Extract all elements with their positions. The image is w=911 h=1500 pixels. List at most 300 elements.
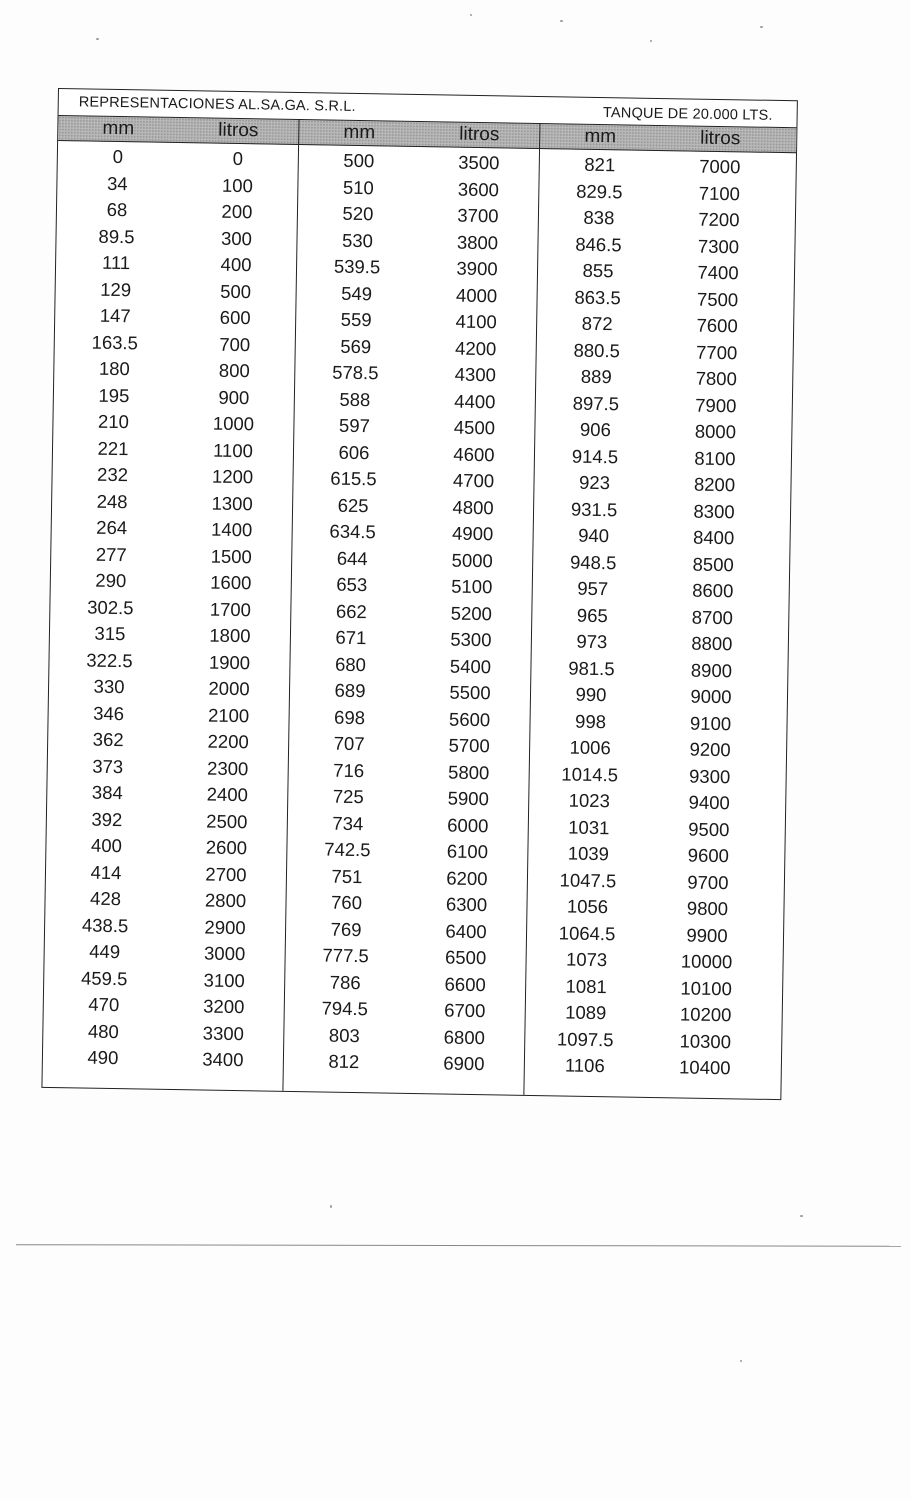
mm-value: 803 <box>328 1024 360 1046</box>
table-row <box>298 174 538 204</box>
litros-value: 8900 <box>690 659 733 681</box>
mm-value: 315 <box>94 622 126 645</box>
litros-value: 1700 <box>209 598 252 620</box>
table-row <box>526 946 766 976</box>
mm-value: 981.5 <box>568 657 615 679</box>
mm-value: 597 <box>338 414 371 437</box>
litros-value: 6000 <box>447 814 489 836</box>
litros-value: 100 <box>221 174 254 196</box>
table-row <box>537 283 777 313</box>
table-row <box>293 491 533 521</box>
table-row <box>296 332 536 362</box>
scan-speck <box>800 1215 803 1217</box>
mm-value: 221 <box>97 437 129 459</box>
company-name: REPRESENTACIONES AL.SA.GA. S.R.L. <box>78 94 356 115</box>
litros-value: 4100 <box>455 310 497 333</box>
litros-value: 2800 <box>204 889 247 912</box>
mm-value: 500 <box>343 149 375 172</box>
table-row <box>292 518 532 548</box>
tank-calibration-table <box>41 88 797 1100</box>
mm-value: 821 <box>584 153 616 176</box>
table-row <box>54 355 294 385</box>
mm-value: 89.5 <box>98 225 135 247</box>
litros-value: 3000 <box>203 942 246 965</box>
litros-value: 5300 <box>450 628 492 651</box>
mm-value: 210 <box>97 410 130 433</box>
mm-value: 588 <box>339 388 371 410</box>
mm-value: 751 <box>331 865 363 887</box>
litros-value: 8100 <box>694 447 736 469</box>
litros-value: 600 <box>219 306 251 329</box>
tank-capacity-label: TANQUE DE 20.000 LTS. <box>602 105 773 124</box>
table-row <box>527 893 767 923</box>
litros-value: 3200 <box>203 995 245 1018</box>
table-row <box>289 703 529 733</box>
table-row <box>536 363 776 393</box>
table-row <box>47 779 287 809</box>
table-row <box>287 836 527 866</box>
mm-value: 510 <box>342 176 375 198</box>
mm-value: 931.5 <box>570 498 618 520</box>
mm-value: 777.5 <box>322 944 369 967</box>
table-row <box>50 620 290 650</box>
table-row <box>49 646 289 676</box>
litros-value: 7000 <box>699 155 741 178</box>
mm-value: 606 <box>338 441 370 463</box>
litros-value: 4600 <box>453 443 495 465</box>
table-row <box>532 601 772 631</box>
table-row <box>50 593 290 623</box>
litros-value: 9300 <box>688 765 731 787</box>
litros-value: 3800 <box>456 231 499 253</box>
litros-value: 8500 <box>692 553 734 575</box>
table-row <box>295 385 535 415</box>
table-row <box>285 968 525 998</box>
mm-value: 698 <box>334 706 366 728</box>
table-row <box>526 999 766 1029</box>
mm-value: 111 <box>101 251 131 274</box>
mm-value: 769 <box>330 918 362 940</box>
table-row <box>285 942 525 972</box>
litros-value: 3700 <box>457 204 499 227</box>
table-row <box>535 416 775 446</box>
table-row <box>538 257 778 287</box>
litros-value: 4400 <box>454 390 496 412</box>
mm-value: 322.5 <box>86 649 133 671</box>
table-row <box>534 495 774 525</box>
mm-value: 34 <box>106 172 128 194</box>
litros-value: 400 <box>220 253 252 276</box>
table-row <box>287 862 527 892</box>
mm-value: 1056 <box>566 895 609 918</box>
table-row <box>56 222 296 252</box>
litros-value: 10000 <box>680 950 733 973</box>
table-row <box>294 438 534 468</box>
litros-value: 4900 <box>451 522 494 545</box>
header-litros: litros <box>700 127 741 150</box>
mm-value: 914.5 <box>571 445 619 467</box>
litros-value: 3400 <box>202 1048 244 1071</box>
litros-value: 200 <box>221 200 253 223</box>
mm-value: 490 <box>87 1046 119 1069</box>
mm-value: 1106 <box>564 1054 605 1077</box>
litros-value: 9400 <box>688 791 730 814</box>
mm-value: 889 <box>580 365 612 388</box>
litros-value: 7500 <box>696 288 739 310</box>
table-row <box>528 866 768 896</box>
mm-value: 786 <box>329 971 361 993</box>
litros-value: 0 <box>232 147 244 170</box>
litros-value: 1800 <box>209 624 251 647</box>
mm-value: 470 <box>88 993 120 1016</box>
table-row <box>51 514 291 544</box>
litros-value: 2600 <box>205 836 248 859</box>
table-row <box>530 707 770 737</box>
scan-speck <box>760 26 763 28</box>
table-row <box>48 726 288 756</box>
table-row <box>55 328 295 358</box>
data-column-1 <box>42 141 299 1091</box>
header-group-3 <box>540 124 780 152</box>
litros-value: 9900 <box>686 924 728 946</box>
litros-value: 9100 <box>689 712 732 734</box>
litros-value: 300 <box>220 227 253 249</box>
litros-value: 8700 <box>691 606 734 628</box>
litros-value: 1200 <box>211 465 254 488</box>
header-group-1 <box>58 116 299 144</box>
mm-value: 290 <box>95 569 127 592</box>
mm-value: 1073 <box>565 948 608 971</box>
mm-value: 855 <box>582 259 614 282</box>
scan-speck <box>740 1360 742 1362</box>
litros-value: 9800 <box>686 897 729 920</box>
litros-value: 500 <box>220 280 252 302</box>
data-column-2 <box>283 145 540 1095</box>
horizontal-rule <box>16 1244 901 1247</box>
table-row <box>534 469 774 499</box>
litros-value: 2400 <box>206 783 249 806</box>
table-row <box>53 408 293 438</box>
table-row <box>291 597 531 627</box>
mm-value: 707 <box>333 732 365 755</box>
litros-value: 7100 <box>698 182 741 204</box>
table-row <box>55 302 295 332</box>
litros-value: 7800 <box>695 367 738 390</box>
mm-value: 438.5 <box>81 914 129 936</box>
litros-value: 9000 <box>690 685 732 708</box>
mm-value: 520 <box>342 202 374 225</box>
mm-value: 1014.5 <box>561 762 619 785</box>
header-group-2 <box>299 120 540 148</box>
litros-value: 5100 <box>451 575 493 598</box>
litros-value: 700 <box>219 333 251 355</box>
litros-value: 7300 <box>697 235 740 257</box>
table-row <box>527 919 767 949</box>
litros-value: 2000 <box>208 677 250 700</box>
litros-value: 3900 <box>456 257 498 280</box>
table-row <box>539 177 779 207</box>
table-row <box>52 487 292 517</box>
table-row <box>298 200 538 230</box>
mm-value: 163.5 <box>91 331 139 353</box>
litros-value: 9500 <box>688 818 730 840</box>
mm-value: 716 <box>333 759 365 781</box>
table-row <box>49 673 289 703</box>
mm-value: 1006 <box>569 736 611 759</box>
litros-value: 4700 <box>452 469 495 492</box>
mm-value: 147 <box>99 304 131 327</box>
mm-value: 530 <box>341 229 374 251</box>
mm-value: 559 <box>340 308 372 331</box>
mm-value: 872 <box>581 312 613 335</box>
mm-value: 539.5 <box>333 255 381 278</box>
mm-value: 1023 <box>568 789 611 812</box>
table-row <box>54 381 294 411</box>
table-row <box>51 540 291 570</box>
mm-value: 742.5 <box>324 838 371 861</box>
litros-value: 4300 <box>454 363 497 386</box>
litros-value: 1500 <box>210 545 253 567</box>
table-row <box>284 1048 524 1078</box>
litros-value: 5400 <box>449 655 492 677</box>
litros-value: 6500 <box>444 946 487 969</box>
mm-value: 1097.5 <box>556 1027 614 1050</box>
table-row <box>295 359 535 389</box>
litros-value: 2100 <box>207 704 250 726</box>
mm-value: 302.5 <box>87 596 134 618</box>
table-row <box>53 434 293 464</box>
table-row <box>44 938 284 968</box>
table-row <box>294 412 534 442</box>
table-row <box>299 147 539 177</box>
mm-value: 1039 <box>567 842 610 865</box>
mm-value: 644 <box>336 547 368 569</box>
table-row <box>44 964 284 994</box>
table-row <box>535 442 775 472</box>
litros-value: 7400 <box>697 261 739 284</box>
table-row <box>537 336 777 366</box>
litros-value: 9700 <box>687 871 729 893</box>
litros-value: 7200 <box>698 208 740 231</box>
litros-value: 4500 <box>453 416 496 439</box>
mm-value: 384 <box>91 781 123 804</box>
mm-value: 662 <box>335 600 367 622</box>
mm-value: 428 <box>89 887 122 910</box>
mm-value: 449 <box>89 940 121 963</box>
table-row <box>286 915 526 945</box>
mm-value: 794.5 <box>321 997 369 1020</box>
table-row <box>525 1052 765 1082</box>
table-row <box>531 681 771 711</box>
table-row <box>45 885 285 915</box>
litros-value: 6800 <box>443 1026 486 1048</box>
mm-value: 129 <box>100 278 132 300</box>
litros-value: 6700 <box>444 999 486 1022</box>
litros-value: 9200 <box>689 738 731 761</box>
mm-value: 392 <box>91 808 123 830</box>
table-row <box>533 522 773 552</box>
litros-value: 5900 <box>447 787 490 810</box>
mm-value: 480 <box>87 1020 119 1042</box>
table-row <box>57 170 297 200</box>
table-row <box>292 544 532 574</box>
table-row <box>290 650 530 680</box>
table-row <box>57 196 297 226</box>
mm-value: 569 <box>340 335 372 357</box>
table-row <box>533 548 773 578</box>
mm-value: 906 <box>579 418 612 441</box>
table-row <box>48 752 288 782</box>
litros-value: 8200 <box>693 473 736 496</box>
mm-value: 248 <box>96 490 128 512</box>
mm-value: 400 <box>90 834 123 857</box>
litros-value: 5700 <box>448 734 490 757</box>
litros-value: 8000 <box>694 420 737 443</box>
mm-value: 829.5 <box>576 180 623 202</box>
scan-speck <box>330 1205 332 1208</box>
litros-value: 2700 <box>205 863 247 885</box>
table-row <box>529 760 769 790</box>
header-mm: mm <box>102 117 135 140</box>
litros-value: 1100 <box>212 439 254 461</box>
mm-value: 653 <box>336 573 368 596</box>
litros-value: 5200 <box>450 602 493 624</box>
litros-value: 10400 <box>678 1056 731 1079</box>
mm-value: 615.5 <box>330 467 377 490</box>
litros-value: 3600 <box>457 178 500 200</box>
litros-value: 3100 <box>203 969 245 991</box>
mm-value: 625 <box>337 494 369 516</box>
litros-value: 1300 <box>211 492 253 514</box>
scan-speck <box>650 40 652 42</box>
litros-value: 6600 <box>444 973 486 995</box>
table-row <box>52 461 292 491</box>
litros-value: 8800 <box>691 632 733 655</box>
mm-value: 973 <box>576 630 608 653</box>
litros-value: 5500 <box>449 681 491 704</box>
table-row <box>51 567 291 597</box>
litros-value: 5800 <box>447 761 490 783</box>
table-row <box>536 389 776 419</box>
table-row <box>533 575 773 605</box>
litros-value: 4200 <box>454 337 497 359</box>
table-row <box>540 151 780 181</box>
litros-value: 4800 <box>452 496 494 518</box>
table-row <box>286 889 526 919</box>
table-row <box>293 465 533 495</box>
mm-value: 1064.5 <box>558 921 616 944</box>
table-row <box>284 1021 524 1051</box>
mm-value: 414 <box>90 861 122 883</box>
mm-value: 923 <box>578 471 611 494</box>
litros-value: 6400 <box>445 920 487 942</box>
table-row <box>528 840 768 870</box>
table-row <box>43 1017 283 1047</box>
table-row <box>290 677 530 707</box>
table-row <box>56 249 296 279</box>
mm-value: 846.5 <box>575 233 622 255</box>
table-row <box>292 571 532 601</box>
mm-value: 362 <box>92 728 124 751</box>
mm-value: 998 <box>574 710 607 732</box>
table-row <box>288 809 528 839</box>
table-row <box>291 624 531 654</box>
table-row <box>529 813 769 843</box>
litros-value: 7600 <box>696 314 738 337</box>
mm-value: 671 <box>335 626 367 649</box>
table-row <box>46 858 286 888</box>
litros-value: 2200 <box>207 730 249 753</box>
mm-value: 549 <box>341 282 373 304</box>
litros-value: 3500 <box>458 151 500 174</box>
table-row <box>47 805 287 835</box>
table-row <box>55 275 295 305</box>
litros-value: 8600 <box>692 579 734 602</box>
mm-value: 330 <box>93 675 125 698</box>
table-row <box>296 279 536 309</box>
table-row <box>58 143 298 173</box>
mm-value: 838 <box>583 206 615 229</box>
header-mm: mm <box>584 125 617 148</box>
table-row <box>530 734 770 764</box>
mm-value: 965 <box>576 604 608 626</box>
table-row <box>285 995 525 1025</box>
litros-value: 900 <box>218 386 250 408</box>
mm-value: 863.5 <box>574 286 621 308</box>
mm-value: 459.5 <box>80 967 128 989</box>
litros-value: 5600 <box>448 708 491 730</box>
mm-value: 812 <box>328 1050 360 1073</box>
table-row <box>526 972 766 1002</box>
litros-value: 2300 <box>207 757 249 779</box>
mm-value: 1081 <box>565 975 607 997</box>
litros-value: 10300 <box>679 1029 732 1052</box>
litros-value: 6900 <box>443 1052 485 1075</box>
mm-value: 948.5 <box>569 551 617 573</box>
litros-value: 6300 <box>445 893 488 916</box>
mm-value: 68 <box>106 198 128 221</box>
table-row <box>46 832 286 862</box>
litros-value: 4000 <box>455 284 498 306</box>
mm-value: 346 <box>93 702 125 724</box>
mm-value: 578.5 <box>331 361 379 384</box>
table-row <box>531 654 771 684</box>
mm-value: 990 <box>575 683 607 706</box>
litros-value: 8400 <box>692 526 735 549</box>
litros-value: 10200 <box>679 1003 732 1026</box>
litros-value: 800 <box>218 359 250 382</box>
litros-value: 1600 <box>210 571 252 594</box>
litros-value: 9600 <box>687 844 730 867</box>
litros-value: 1000 <box>212 412 255 435</box>
mm-value: 264 <box>96 516 128 539</box>
scan-speck <box>470 14 472 16</box>
mm-value: 1047.5 <box>559 868 617 891</box>
table-row <box>297 253 537 283</box>
mm-value: 195 <box>98 384 130 406</box>
data-column-3 <box>524 149 780 1099</box>
scan-speck <box>560 20 563 22</box>
table-row <box>289 756 529 786</box>
mm-value: 232 <box>96 463 129 486</box>
table-row <box>538 230 778 260</box>
litros-value: 3300 <box>202 1022 245 1044</box>
header-litros: litros <box>218 119 259 142</box>
mm-value: 180 <box>98 357 130 380</box>
header-litros: litros <box>459 123 500 146</box>
litros-value: 6100 <box>446 840 489 863</box>
table-row <box>288 783 528 813</box>
